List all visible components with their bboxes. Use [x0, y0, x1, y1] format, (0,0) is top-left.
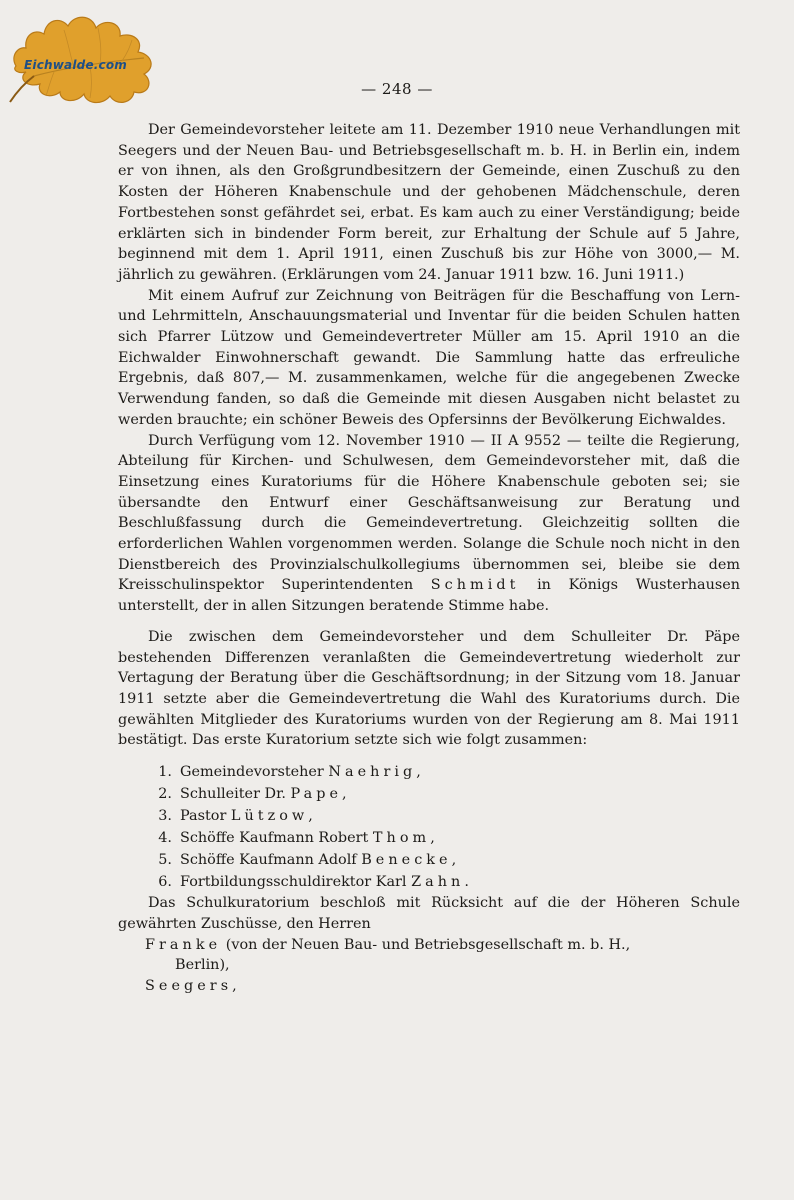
member-name: Naehrig — [328, 764, 417, 781]
paragraph-3-tail: in Königs Wusterhausen unterstellt, der in allen Sitzungen beratende Stimme habe. — [118, 577, 741, 615]
list-item — [146, 827, 740, 849]
item-text: Fortbildungsschuldirektor Karl — [180, 874, 412, 891]
name-schmidt: Schmidt — [430, 577, 520, 594]
paragraph-4: Die zwischen dem Gemeindevorsteher und dem Schulleiter Dr. Päpe bestehenden Differenzen veranlaßten die Gemeindevertretung wiederholt zur Vertagung der Beratung über die Geschäftsordnung; in der Sitzung vom 18. Januar 1911 setzte aber die Gemeindevertretung die Wahl des Kuratoriums durch. Die gewählten Mitglieder des Kuratoriums wurden von der Regierung am 8. Mai 1911 bestätigt. Das erste Kuratorium setzte sich wie folgt zusammen: — [118, 628, 740, 749]
name-entry-continuation: Berlin), — [175, 957, 230, 974]
item-text: Schöffe Kaufmann Robert — [180, 830, 373, 847]
list-item — [146, 805, 740, 827]
item-punct: , — [451, 852, 457, 869]
list-item — [146, 761, 740, 783]
curatorium-member-list — [118, 761, 740, 893]
gentlemen-list — [145, 935, 740, 997]
item-punct: . — [464, 874, 469, 891]
list-item — [146, 871, 740, 893]
entry-text: (von der Neuen Bau- und Betriebsgesellschaft m. b. H., — [221, 936, 631, 953]
item-number: 1. — [158, 764, 172, 781]
item-punct: , — [308, 808, 313, 825]
paragraph-3 — [118, 431, 740, 617]
item-number: 6. — [158, 874, 172, 891]
paragraph-1: Der Gemeindevorsteher leitete am 11. Dezember 1910 neue Verhandlungen mit Seegers und der Neuen Bau- und Betriebsgesellschaft m. b. H. in Berlin ein, indem er von ihnen, als den Großgrundbesitzern der Gemeinde, einen Zuschuß zu den Kosten der Höheren Knabenschule und der gehobenen Mädchenschule, deren Fortbestehen sonst gefährdet sei, erbat. Es kam auch zu einer Verständigung; beide erklärten sich in bindender Form bereit, zur Erhaltung der Schule auf 5 Jahre, beginnend mit dem 1. April 1911, einen Zuschuß bis zur Höhe von 3000,— M. jährlich zu gewähren. (Erklärungen vom 24. Januar 1911 bzw. 16. Juni 1911.) — [118, 122, 740, 283]
list-item — [146, 849, 740, 871]
item-number: 2. — [158, 786, 172, 803]
entry-name: Seegers — [145, 977, 233, 994]
page-body — [118, 120, 740, 997]
item-text: Schöffe Kaufmann Adolf — [180, 852, 362, 869]
paragraph-2: Mit einem Aufruf zur Zeichnung von Beiträgen für die Beschaffung von Lern- und Lehrmitteln, Anschauungsmaterial und Inventar für die beiden Schulen hatten sich Pfarrer Lützow und Gemeindevertreter Müller am 15. April 1910 an die Eichwalder Einwohnerschaft gewandt. Die Sammlung hatte das erfreuliche Ergebnis, daß 807,— M. zusammenkamen, welche für die angegebenen Zwecke Verwendung fanden, so daß die Gemeinde mit diesen Ausgaben nicht belastet zu werden brauchte; ein schöner Beweis des Opfersinns der Bevölkerung Eichwaldes. — [118, 287, 740, 428]
list-item — [146, 783, 740, 805]
item-number: 3. — [158, 808, 172, 825]
name-entry — [145, 976, 740, 997]
item-number: 5. — [158, 852, 172, 869]
member-name: Benecke — [361, 852, 452, 869]
paragraph-3-text: Durch Verfügung vom 12. November 1910 — II A 9552 — teilte die Regierung, Abteilung für Kirchen- und Schulwesen, dem Gemeindevorsteher mit, daß die Einsetzung eines Kuratoriums für die Höhere Knabenschule geboten sei; sie übersandte den Entwurf einer Geschäftsanweisung zur Beratung und Beschlußfassung durch die Gemeindevertretung. Gleichzeitig sollten die erforderlichen Wahlen vorgenommen werden. Solange die Schule noch nicht in den Dienstbereich des Provinzialschulkollegiums übernommen sei, bleibe sie dem Kreisschulinspektor Superintendenten — [118, 432, 740, 594]
member-name: Lützow — [230, 808, 309, 825]
item-punct: , — [416, 764, 421, 781]
item-punct: , — [430, 830, 435, 847]
closing-paragraph: Das Schulkuratorium beschloß mit Rücksicht auf die der Höheren Schule gewährten Zuschüsse, den Herren — [118, 895, 740, 932]
entry-text: , — [232, 977, 237, 994]
page-number: — 248 — — [361, 80, 433, 98]
member-name: Zahn — [411, 874, 465, 891]
item-text: Pastor — [180, 808, 231, 825]
name-entry — [145, 935, 740, 956]
member-name: Thom — [372, 830, 431, 847]
logo-text: Eichwalde.com — [24, 58, 128, 72]
item-text: Schulleiter Dr. — [180, 786, 291, 803]
item-punct: , — [342, 786, 347, 803]
entry-name: Franke — [145, 936, 222, 953]
item-number: 4. — [158, 830, 172, 847]
item-text: Gemeindevorsteher — [180, 764, 329, 781]
member-name: Pape — [290, 786, 342, 803]
